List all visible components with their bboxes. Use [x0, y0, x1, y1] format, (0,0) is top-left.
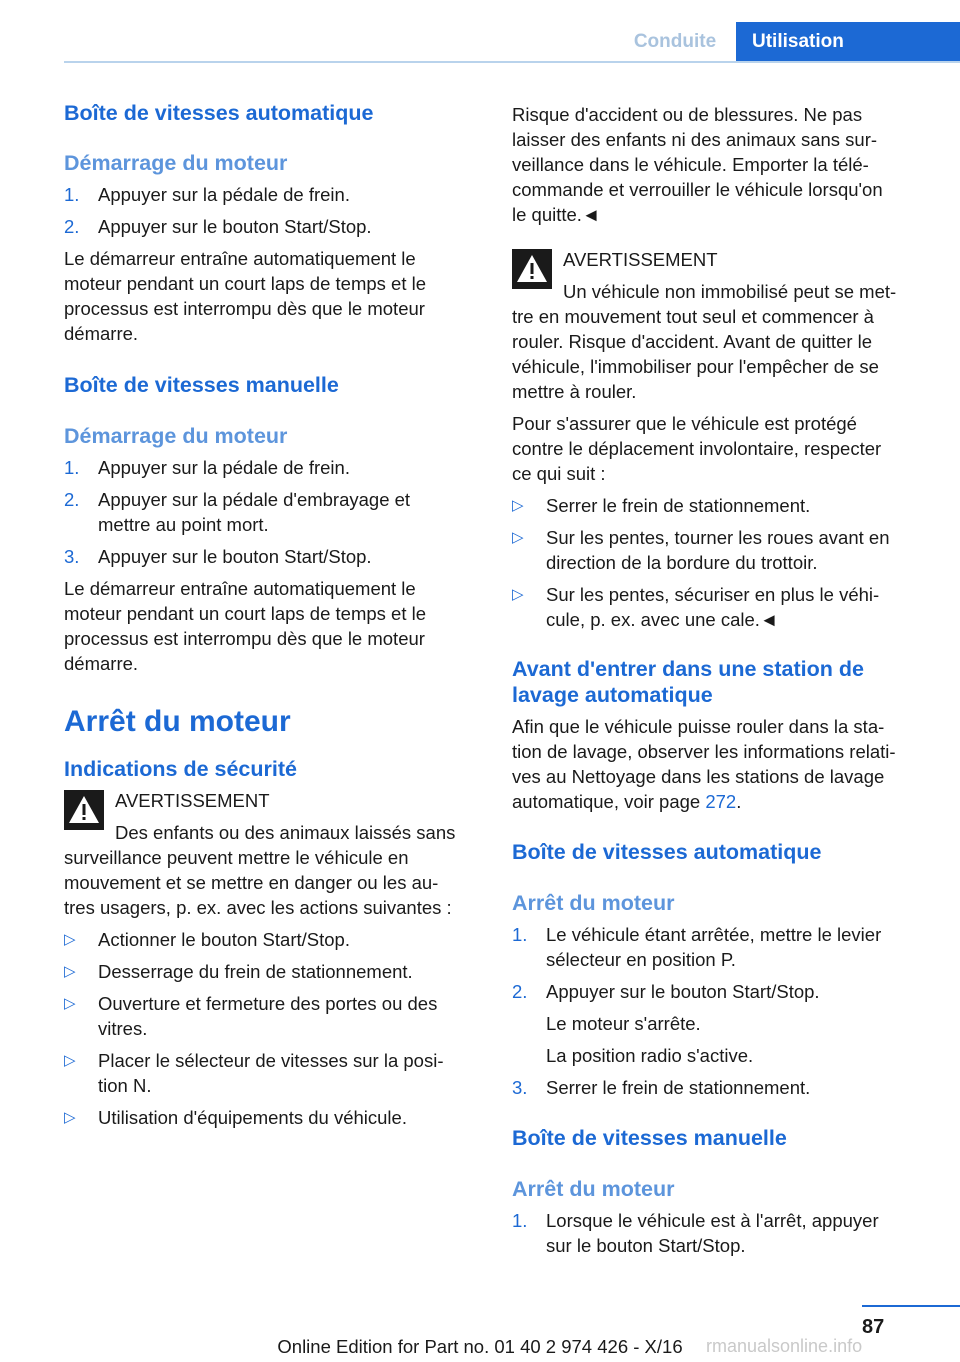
triangle-bullet-icon: ▷ [64, 1052, 76, 1069]
step-number: 3. [64, 546, 80, 567]
step-note: La position radio s'active. [546, 1045, 754, 1066]
subsection-title-start: Démarrage du moteur [64, 424, 288, 448]
page-reference-link[interactable]: 272 [705, 791, 737, 812]
tab-utilisation[interactable]: Utilisation [736, 22, 960, 62]
step-number: 1. [64, 184, 80, 205]
page-header [0, 0, 960, 64]
warning-text: Des enfants ou des animaux laissés sans [115, 822, 456, 843]
tab-conduite[interactable]: Conduite [633, 31, 717, 52]
step-number: 1. [512, 924, 528, 945]
section-title-automatic: Boîte de vitesses automatique [512, 840, 822, 864]
bullet-list [512, 493, 928, 632]
step-item: 1. Appuyer sur la pédale de frein. [64, 457, 350, 478]
subsection-title-stop: Arrêt du moteur [512, 1177, 675, 1201]
paragraph: Le démarreur entraîne automatiquement le moteur pendant un court laps de temps et le processus est interrompu dès que le moteur démarre. [64, 578, 426, 674]
step-item: 1. Le véhicule étant arrêtée, mettre le levier sélecteur en position P. [512, 924, 882, 970]
step-number: 2. [64, 489, 80, 510]
warning-box: AVERTISSEMENT Des enfants ou des animaux laissés sans surveillance peuvent mettre le véhicule en mouvement et se mettre en danger ou les au- tres usagers, p. ex. avec les actions suivantes : [64, 788, 480, 920]
triangle-bullet-icon: ▷ [64, 1109, 76, 1126]
chapter-title: Arrêt du moteur [64, 705, 291, 738]
safety-title: Indications de sécurité [64, 757, 297, 781]
section-title-carwash: Avant d'entrer dans une station de lavage automatique [512, 657, 864, 707]
bullet-item: ▷ Desserrage du frein de stationnement. [64, 961, 413, 982]
triangle-bullet-icon: ▷ [512, 529, 524, 546]
step-number: 2. [64, 216, 80, 237]
step-text: Appuyer sur la pédale de frein. [98, 184, 350, 205]
warning-triangle-icon [64, 790, 104, 830]
triangle-bullet-icon: ▷ [512, 586, 524, 603]
bullet-item: ▷ Utilisation d'équipements du véhicule. [64, 1107, 407, 1128]
step-item: 2. Appuyer sur le bouton Start/Stop. [512, 981, 820, 1002]
bullet-item: ▷ Sur les pentes, sécuriser en plus le véhi- cule, p. ex. avec une cale.◄ [512, 584, 880, 630]
steps-list [64, 182, 480, 239]
section-title-manual: Boîte de vitesses manuelle [512, 1126, 787, 1150]
step-note: Le moteur s'arrête. [546, 1013, 701, 1034]
section-title-manual: Boîte de vitesses manuelle [64, 373, 339, 397]
triangle-bullet-icon: ▷ [64, 963, 76, 980]
step-item [64, 182, 480, 207]
step-number: 3. [512, 1077, 528, 1098]
step-item: 3. Serrer le frein de stationnement. [512, 1077, 811, 1098]
triangle-bullet-icon: ▷ [64, 931, 76, 948]
steps-list [512, 1208, 928, 1258]
step-number: 1. [512, 1210, 528, 1231]
step-item: 1. Lorsque le véhicule est à l'arrêt, appuyer sur le bouton Start/Stop. [512, 1210, 879, 1256]
edition-footer: Online Edition for Part no. 01 40 2 974 426 - X/16 [277, 1336, 683, 1357]
bullet-item: ▷ Serrer le frein de stationnement. [512, 495, 811, 516]
paragraph: Afin que le véhicule puisse rouler dans la sta- tion de lavage, observer les informations relati- ves au Nettoyage dans les stations de lavage automatique, voir page 272. [512, 716, 896, 812]
warning-triangle-icon [512, 249, 552, 289]
bullet-item: ▷ Placer le sélecteur de vitesses sur la posi- tion N. [64, 1050, 444, 1096]
subsection-title-stop: Arrêt du moteur [512, 891, 675, 915]
steps-list [512, 922, 928, 1100]
warning-label: AVERTISSEMENT [115, 790, 270, 811]
subsection-title-start: Démarrage du moteur [64, 151, 288, 175]
step-text: Appuyer sur le bouton Start/Stop. [98, 216, 372, 237]
step-item [64, 214, 480, 239]
watermark: rmanualsonline.info [706, 1336, 863, 1356]
bullet-list [64, 927, 480, 1130]
warning-label: AVERTISSEMENT [563, 249, 718, 270]
bullet-item: ▷ Actionner le bouton Start/Stop. [64, 929, 350, 950]
triangle-bullet-icon: ▷ [64, 995, 76, 1012]
paragraph: Risque d'accident ou de blessures. Ne pas laisser des enfants ni des animaux sans sur- veillance dans le véhicule. Emporter la télé- commande et verrouiller le véhicule lorsqu'on le quitte.◄ [512, 104, 883, 225]
paragraph: Pour s'assurer que le véhicule est protégé contre le déplacement involontaire, respecter ce qui suit : [512, 413, 882, 484]
right-column [512, 102, 928, 1258]
step-item: 3. Appuyer sur le bouton Start/Stop. [64, 546, 372, 567]
warning-box: AVERTISSEMENT Un véhicule non immobilisé peut se met- tre en mouvement tout seul et commencer à rouler. Risque d'accident. Avant de quitter le véhicule, l'immobiliser pour l'empêcher de se mettre à rouler. [512, 247, 928, 404]
footer-divider [862, 1305, 960, 1307]
steps-list [64, 455, 480, 569]
step-item: 2. Appuyer sur la pédale d'embrayage et mettre au point mort. [64, 489, 411, 535]
paragraph: Le démarreur entraîne automatiquement le moteur pendant un court laps de temps et le processus est interrompu dès que le moteur démarre. [64, 248, 426, 344]
step-number: 2. [512, 981, 528, 1002]
warning-text: Un véhicule non immobilisé peut se met- [563, 281, 897, 302]
triangle-bullet-icon: ▷ [512, 497, 524, 514]
step-number: 1. [64, 457, 80, 478]
bullet-item: ▷ Ouverture et fermeture des portes ou des vitres. [64, 993, 438, 1039]
section-title-automatic: Boîte de vitesses automatique [64, 101, 374, 125]
page-number: 87 [862, 1316, 885, 1338]
bullet-item: ▷ Sur les pentes, tourner les roues avant en direction de la bordure du trottoir. [512, 527, 890, 573]
left-column [64, 100, 480, 1130]
header-divider [64, 61, 960, 63]
